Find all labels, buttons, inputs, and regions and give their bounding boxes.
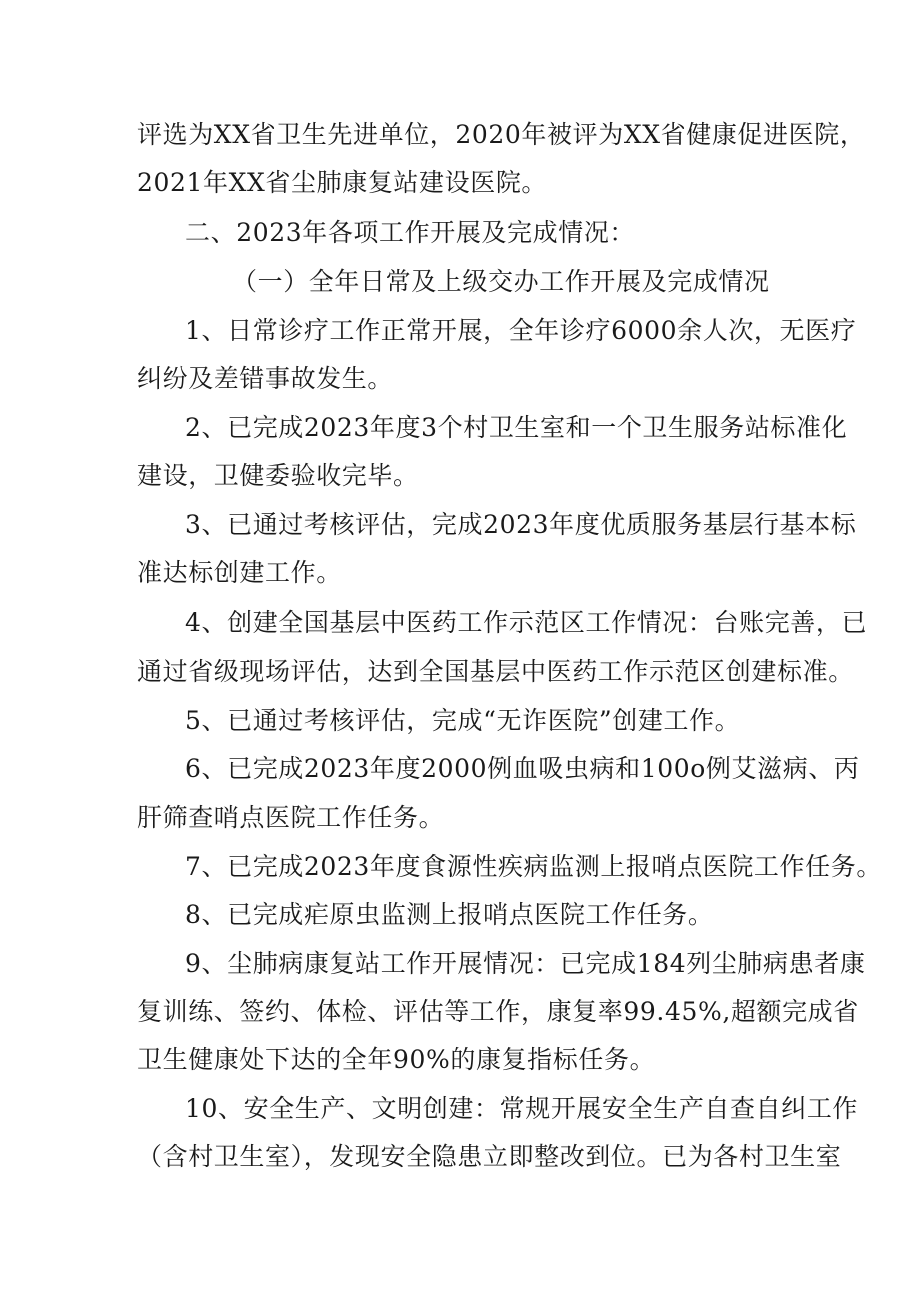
text-line: 通过省级现场评估，达到全国基层中医药工作示范区创建标准。: [137, 657, 854, 686]
text-line: 2021年XX省尘肺康复站建设医院。: [137, 168, 548, 197]
text-line: 4、创建全国基层中医药工作示范区工作情况：台账完善，已: [185, 608, 868, 637]
text-line: 10、安全生产、文明创建：常规开展安全生产自查自纠工作: [185, 1094, 859, 1123]
text-line: 纠纷及差错事故发生。: [137, 364, 394, 393]
text-line: （含村卫生室），发现安全隐患立即整改到位。已为各村卫生室: [137, 1142, 842, 1171]
text-line: 肝筛查哨点医院工作任务。: [137, 803, 445, 832]
text-line: 准达标创建工作。: [137, 558, 342, 587]
text-line: 2、已完成2023年度3个村卫生室和一个卫生服务站标准化: [185, 413, 848, 442]
text-line: 1、日常诊疗工作正常开展，全年诊疗6000余人次，无医疗: [185, 316, 857, 345]
text-line: 8、已完成疟原虫监测上报哨点医院工作任务。: [185, 900, 714, 929]
section-heading: 二、2023年各项工作开展及完成情况：: [185, 218, 636, 247]
text-line: 建设，卫健委验收完毕。: [137, 461, 419, 490]
text-line: 6、已完成2023年度2000例血吸虫病和100o例艾滋病、丙: [185, 754, 860, 783]
text-line: 评选为XX省卫生先进单位，2020年被评为XX省健康促进医院，: [137, 120, 866, 149]
text-line: 卫生健康处下达的全年90%的康复指标任务。: [137, 1045, 656, 1074]
text-line: 9、尘肺病康复站工作开展情况：已完成184列尘肺病患者康: [185, 949, 866, 978]
subsection-heading: （一）全年日常及上级交办工作开展及完成情况: [232, 267, 770, 296]
text-line: 7、已完成2023年度食源性疾病监测上报哨点医院工作任务。: [185, 852, 882, 881]
text-line: 复训练、签约、体检、评估等工作，康复率99.45%,超额完成省: [137, 997, 859, 1026]
text-line: 5、已通过考核评估，完成“无诈医院”创建工作。: [185, 706, 741, 735]
text-line: 3、已通过考核评估，完成2023年度优质服务基层行基本标: [185, 510, 857, 539]
